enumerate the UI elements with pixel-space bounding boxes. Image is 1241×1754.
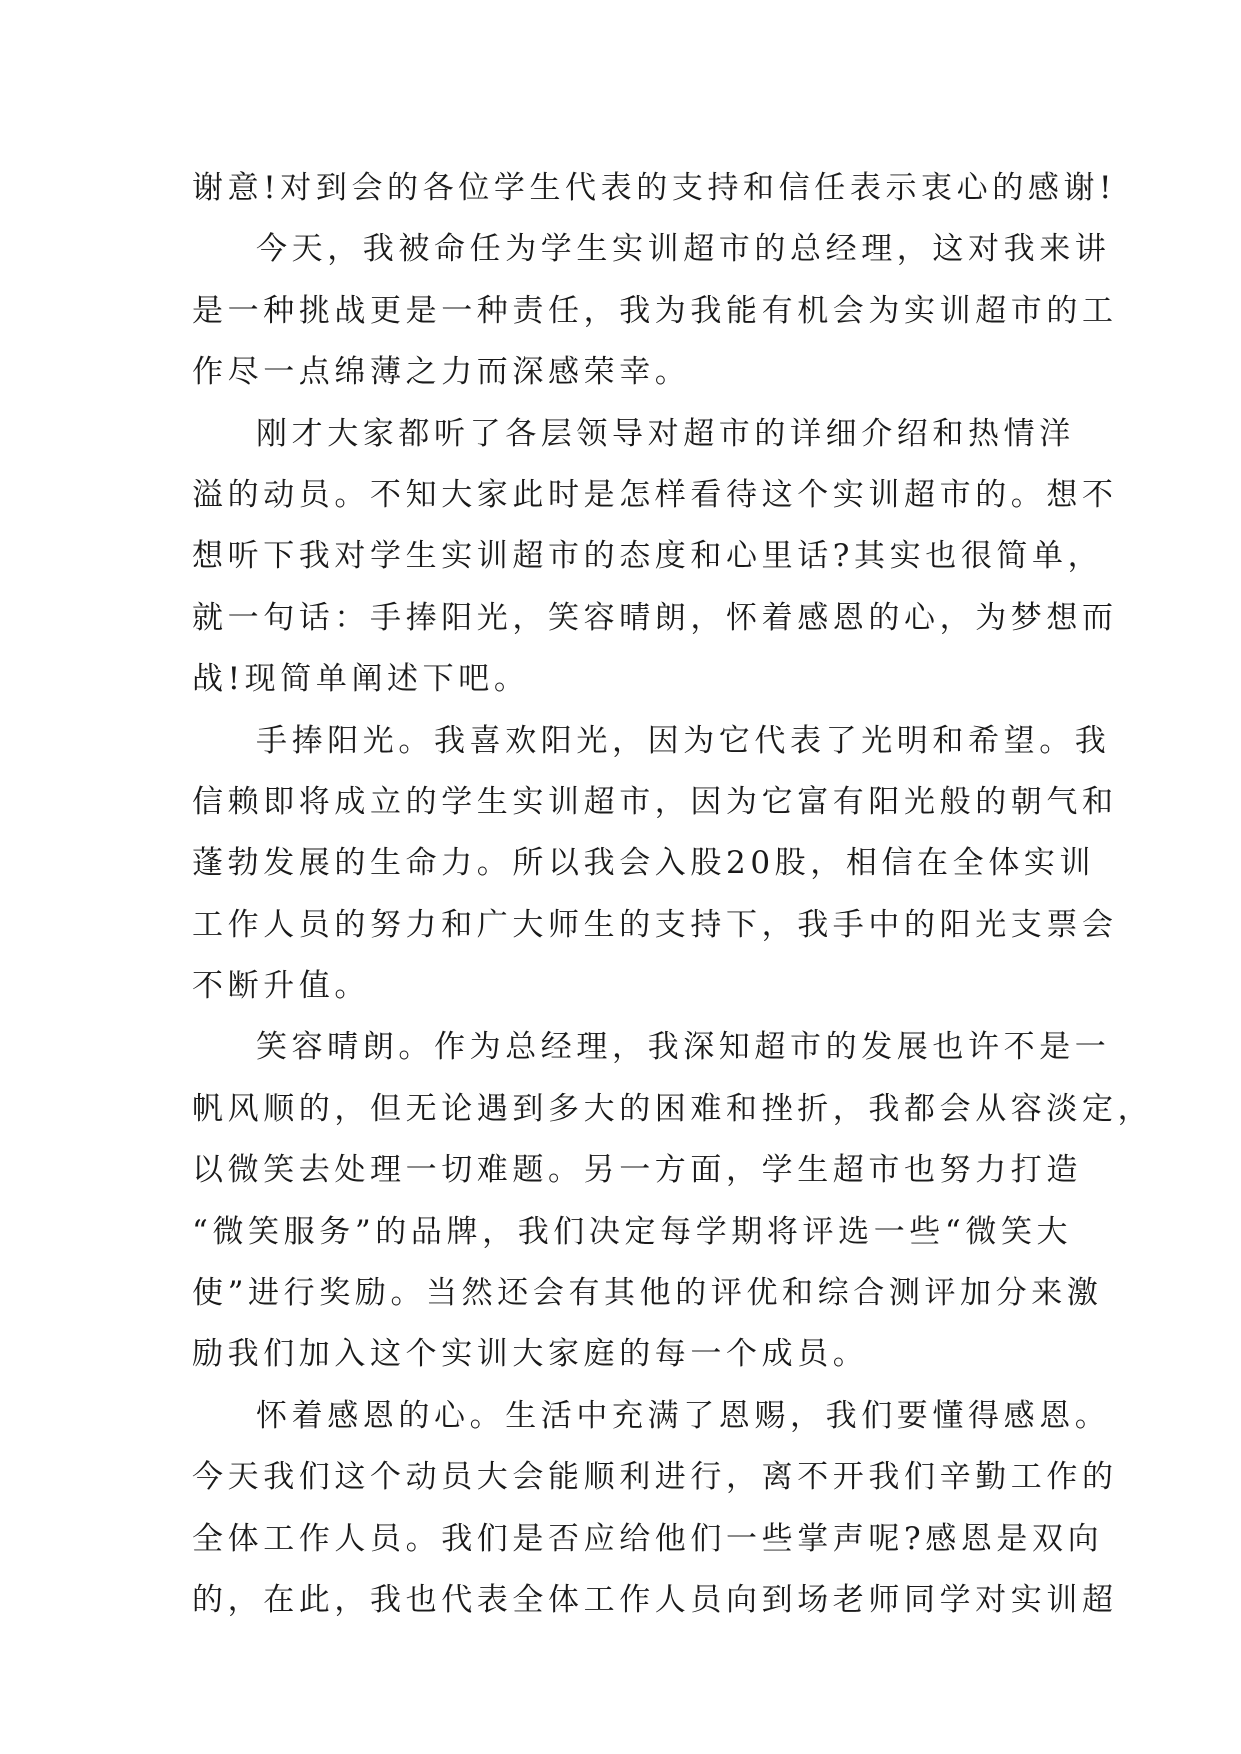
text-line: 溢的动员。不知大家此时是怎样看待这个实训超市的。想不	[192, 476, 1118, 513]
text-line: 帆风顺的，但无论遇到多大的困难和挫折，我都会从容淡定，	[192, 1090, 1154, 1127]
paragraph-first-line: 怀着感恩的心。生活中充满了恩赐，我们要懂得感恩。	[256, 1397, 1111, 1434]
text-line: 的，在此，我也代表全体工作人员向到场老师同学对实训超	[192, 1581, 1118, 1618]
text-line: 谢意!对到会的各位学生代表的支持和信任表示衷心的感谢!	[192, 170, 1117, 206]
text-line: 想听下我对学生实训超市的态度和心里话?其实也很简单，	[192, 538, 1104, 575]
text-line: 就一句话：手捧阳光，笑容晴朗，怀着感恩的心，为梦想而	[192, 599, 1118, 636]
text-line: “微笑服务”的品牌，我们决定每学期将评选一些“微笑大	[192, 1213, 1073, 1250]
paragraph-first-line: 手捧阳光。我喜欢阳光，因为它代表了光明和希望。我	[256, 722, 1111, 759]
text-line: 以微笑去处理一切难题。另一方面，学生超市也努力打造	[192, 1152, 1082, 1189]
text-line: 今天我们这个动员大会能顺利进行，离不开我们辛勤工作的	[192, 1459, 1118, 1496]
text-line: 信赖即将成立的学生实训超市，因为它富有阳光般的朝气和	[192, 783, 1118, 820]
text-line: 蓬勃发展的生命力。所以我会入股20股，相信在全体实训	[192, 845, 1096, 882]
document-body	[192, 158, 1154, 1631]
paragraph-first-line: 今天，我被命任为学生实训超市的总经理，这对我来讲	[256, 231, 1111, 268]
paragraph-first-line: 刚才大家都听了各层领导对超市的详细介绍和热情洋	[256, 415, 1075, 452]
text-line: 励我们加入这个实训大家庭的每一个成员。	[192, 1336, 869, 1373]
paragraph-first-line: 笑容晴朗。作为总经理，我深知超市的发展也许不是一	[256, 1029, 1111, 1066]
text-line: 不断升值。	[192, 968, 370, 1005]
text-line: 战!现简单阐述下吧。	[192, 661, 530, 698]
text-line: 使”进行奖励。当然还会有其他的评优和综合测评加分来激	[192, 1275, 1103, 1312]
text-line: 作尽一点绵薄之力而深感荣幸。	[192, 354, 691, 391]
text-line: 全体工作人员。我们是否应给他们一些掌声呢?感恩是双向	[192, 1520, 1104, 1557]
text-line: 是一种挑战更是一种责任，我为我能有机会为实训超市的工	[192, 292, 1118, 329]
text-line: 工作人员的努力和广大师生的支持下，我手中的阳光支票会	[192, 906, 1118, 943]
